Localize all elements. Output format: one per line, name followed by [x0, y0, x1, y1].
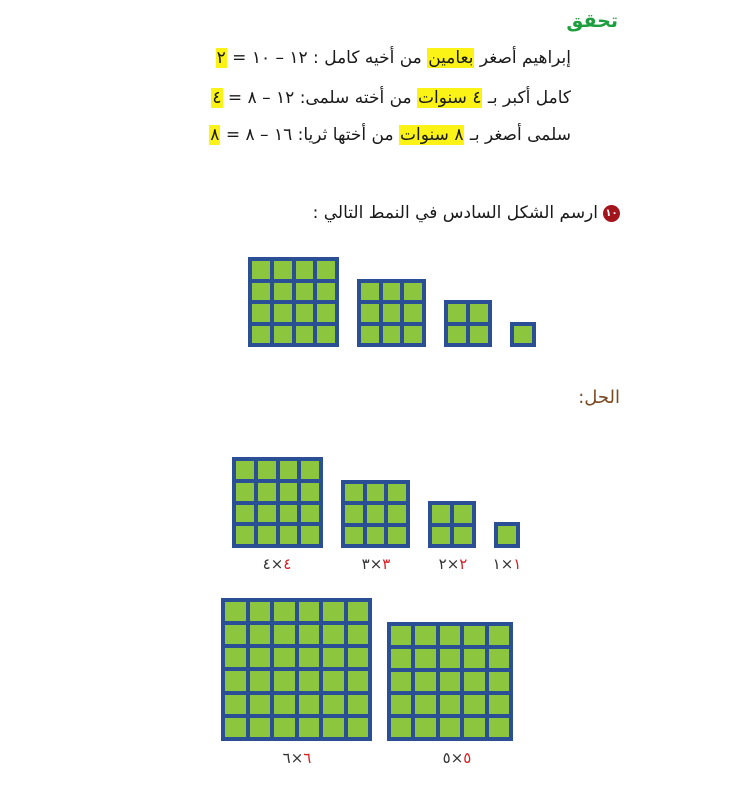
- grid-cell: [236, 526, 254, 544]
- question-number-badge: ١٠: [603, 205, 620, 222]
- solution-square-4x4: [232, 457, 323, 548]
- grid-cell: [274, 283, 292, 301]
- grid-cell: [252, 261, 270, 279]
- grid-cell: [415, 695, 435, 714]
- grid-cell: [489, 649, 509, 668]
- caption-times: ×: [270, 555, 284, 573]
- highlighted-answer: ٨: [210, 125, 220, 145]
- grid-cell: [470, 304, 488, 322]
- grid-cell: [391, 695, 411, 714]
- grid-cell: [489, 672, 509, 691]
- grid-cell: [274, 326, 292, 344]
- grid-cell: [432, 505, 450, 523]
- grid-cell: [280, 505, 298, 523]
- grid-cell: [299, 718, 320, 737]
- grid-cell: [280, 461, 298, 479]
- grid-cell: [391, 672, 411, 691]
- caption-1x1: [484, 555, 530, 573]
- grid-cell: [464, 672, 484, 691]
- grid-cell: [299, 625, 320, 644]
- grid-cell: [415, 672, 435, 691]
- grid-cell: [280, 483, 298, 501]
- grid-cell: [348, 625, 369, 644]
- grid-cell: [250, 602, 271, 621]
- grid-cell: [489, 626, 509, 645]
- grid-cell: [236, 483, 254, 501]
- line-text: من أخيه كامل : ١٢ – ١٠ =: [226, 48, 428, 68]
- grid-cell: [250, 718, 271, 737]
- grid-cell: [345, 484, 363, 501]
- caption-digit: ٣: [361, 555, 370, 573]
- caption-red-digit: ٢: [459, 555, 468, 573]
- grid-cell: [274, 261, 292, 279]
- grid-cell: [367, 484, 385, 501]
- grid-cell: [415, 626, 435, 645]
- grid-cell: [388, 505, 406, 522]
- line-text: من أختها ثريا: ١٦ – ٨ =: [220, 125, 400, 145]
- grid-cell: [454, 527, 472, 545]
- grid-cell: [301, 505, 319, 523]
- grid-cell: [404, 283, 422, 300]
- line-text: كامل أكبر بـ: [482, 88, 571, 108]
- grid-cell: [225, 648, 246, 667]
- pattern-square-4x4: [248, 257, 339, 347]
- check-line-2: [211, 85, 571, 111]
- solution-square-5x5: [387, 622, 513, 741]
- caption-5x5: [432, 749, 482, 767]
- pattern-square-2x2: [444, 300, 492, 347]
- caption-times: ×: [446, 555, 460, 573]
- grid-cell: [225, 718, 246, 737]
- grid-cell: [301, 526, 319, 544]
- grid-cell: [274, 602, 295, 621]
- grid-cell: [361, 283, 379, 300]
- grid-cell: [301, 483, 319, 501]
- solution-square-1x1: [494, 522, 520, 548]
- grid-cell: [274, 718, 295, 737]
- grid-cell: [317, 304, 335, 322]
- highlighted-phrase: بعامين: [428, 48, 474, 68]
- check-line-1: [216, 45, 571, 71]
- grid-cell: [348, 671, 369, 690]
- grid-cell: [323, 671, 344, 690]
- grid-cell: [489, 718, 509, 737]
- grid-cell: [250, 671, 271, 690]
- solution-square-2x2: [428, 501, 476, 548]
- line-text: من أخته سلمى: ١٢ – ٨ =: [222, 88, 418, 108]
- grid-cell: [299, 695, 320, 714]
- caption-red-digit: ٤: [283, 555, 292, 573]
- grid-cell: [404, 304, 422, 321]
- grid-cell: [348, 718, 369, 737]
- grid-cell: [440, 718, 460, 737]
- grid-cell: [388, 484, 406, 501]
- grid-cell: [225, 671, 246, 690]
- grid-cell: [464, 626, 484, 645]
- grid-cell: [464, 718, 484, 737]
- grid-cell: [258, 461, 276, 479]
- grid-cell: [323, 718, 344, 737]
- grid-cell: [252, 304, 270, 322]
- grid-cell: [498, 526, 516, 544]
- grid-cell: [274, 625, 295, 644]
- grid-cell: [225, 602, 246, 621]
- line-text: سلمى أصغر بـ: [464, 125, 571, 145]
- caption-red-digit: ٣: [382, 555, 391, 573]
- grid-cell: [415, 649, 435, 668]
- grid-cell: [432, 527, 450, 545]
- grid-cell: [440, 649, 460, 668]
- caption-times: ×: [290, 749, 304, 767]
- grid-cell: [250, 695, 271, 714]
- question-10: [313, 200, 620, 226]
- grid-cell: [301, 461, 319, 479]
- grid-cell: [361, 326, 379, 343]
- grid-cell: [470, 326, 488, 344]
- line-text: إبراهيم أصغر: [474, 48, 571, 68]
- caption-digit: ٥: [442, 749, 451, 767]
- grid-cell: [323, 648, 344, 667]
- caption-digit: ٢: [438, 555, 447, 573]
- grid-cell: [236, 505, 254, 523]
- grid-cell: [391, 649, 411, 668]
- grid-cell: [317, 326, 335, 344]
- grid-cell: [454, 505, 472, 523]
- grid-cell: [299, 671, 320, 690]
- grid-cell: [317, 283, 335, 301]
- grid-cell: [225, 695, 246, 714]
- grid-cell: [317, 261, 335, 279]
- grid-cell: [323, 602, 344, 621]
- grid-cell: [440, 626, 460, 645]
- grid-cell: [367, 505, 385, 522]
- caption-digit: ١: [492, 555, 501, 573]
- solution-square-6x6: [221, 598, 372, 741]
- caption-red-digit: ٦: [303, 749, 312, 767]
- grid-cell: [383, 304, 401, 321]
- grid-cell: [258, 526, 276, 544]
- grid-cell: [250, 648, 271, 667]
- grid-cell: [299, 602, 320, 621]
- grid-cell: [391, 626, 411, 645]
- grid-cell: [514, 326, 532, 343]
- highlighted-phrase: ٨ سنوات: [400, 125, 464, 145]
- caption-2x2: [428, 555, 478, 573]
- grid-cell: [323, 625, 344, 644]
- caption-digit: ٦: [282, 749, 291, 767]
- section-title: تحقق: [566, 10, 618, 32]
- grid-cell: [274, 671, 295, 690]
- solution-label: الحل:: [578, 387, 620, 408]
- grid-cell: [415, 718, 435, 737]
- check-line-3: [209, 122, 571, 148]
- caption-6x6: [272, 749, 322, 767]
- grid-cell: [345, 527, 363, 544]
- caption-digit: ٤: [262, 555, 271, 573]
- grid-cell: [296, 326, 314, 344]
- caption-4x4: [252, 555, 302, 573]
- question-text: ارسم الشكل السادس في النمط التالي :: [312, 203, 598, 223]
- grid-cell: [440, 672, 460, 691]
- grid-cell: [440, 695, 460, 714]
- grid-cell: [391, 718, 411, 737]
- grid-cell: [348, 648, 369, 667]
- grid-cell: [348, 695, 369, 714]
- grid-cell: [404, 326, 422, 343]
- grid-cell: [489, 695, 509, 714]
- grid-cell: [464, 649, 484, 668]
- pattern-square-3x3: [357, 279, 426, 347]
- grid-cell: [274, 304, 292, 322]
- grid-cell: [367, 527, 385, 544]
- highlighted-answer: ٢: [216, 48, 226, 68]
- grid-cell: [258, 483, 276, 501]
- caption-times: ×: [369, 555, 383, 573]
- highlighted-phrase: ٤ سنوات: [418, 88, 482, 108]
- grid-cell: [252, 283, 270, 301]
- caption-red-digit: ٥: [463, 749, 472, 767]
- highlighted-answer: ٤: [212, 88, 222, 108]
- caption-times: ×: [500, 555, 514, 573]
- grid-cell: [299, 648, 320, 667]
- grid-cell: [280, 526, 298, 544]
- grid-cell: [448, 304, 466, 322]
- grid-cell: [296, 283, 314, 301]
- grid-cell: [252, 326, 270, 344]
- grid-cell: [348, 602, 369, 621]
- grid-cell: [236, 461, 254, 479]
- solution-square-3x3: [341, 480, 410, 548]
- grid-cell: [383, 283, 401, 300]
- grid-cell: [250, 625, 271, 644]
- grid-cell: [448, 326, 466, 344]
- grid-cell: [383, 326, 401, 343]
- grid-cell: [296, 304, 314, 322]
- caption-red-digit: ١: [513, 555, 522, 573]
- grid-cell: [323, 695, 344, 714]
- grid-cell: [225, 625, 246, 644]
- grid-cell: [296, 261, 314, 279]
- caption-times: ×: [450, 749, 464, 767]
- grid-cell: [345, 505, 363, 522]
- grid-cell: [388, 527, 406, 544]
- caption-3x3: [351, 555, 401, 573]
- grid-cell: [464, 695, 484, 714]
- grid-cell: [258, 505, 276, 523]
- grid-cell: [274, 695, 295, 714]
- pattern-square-1x1: [510, 322, 536, 347]
- grid-cell: [361, 304, 379, 321]
- grid-cell: [274, 648, 295, 667]
